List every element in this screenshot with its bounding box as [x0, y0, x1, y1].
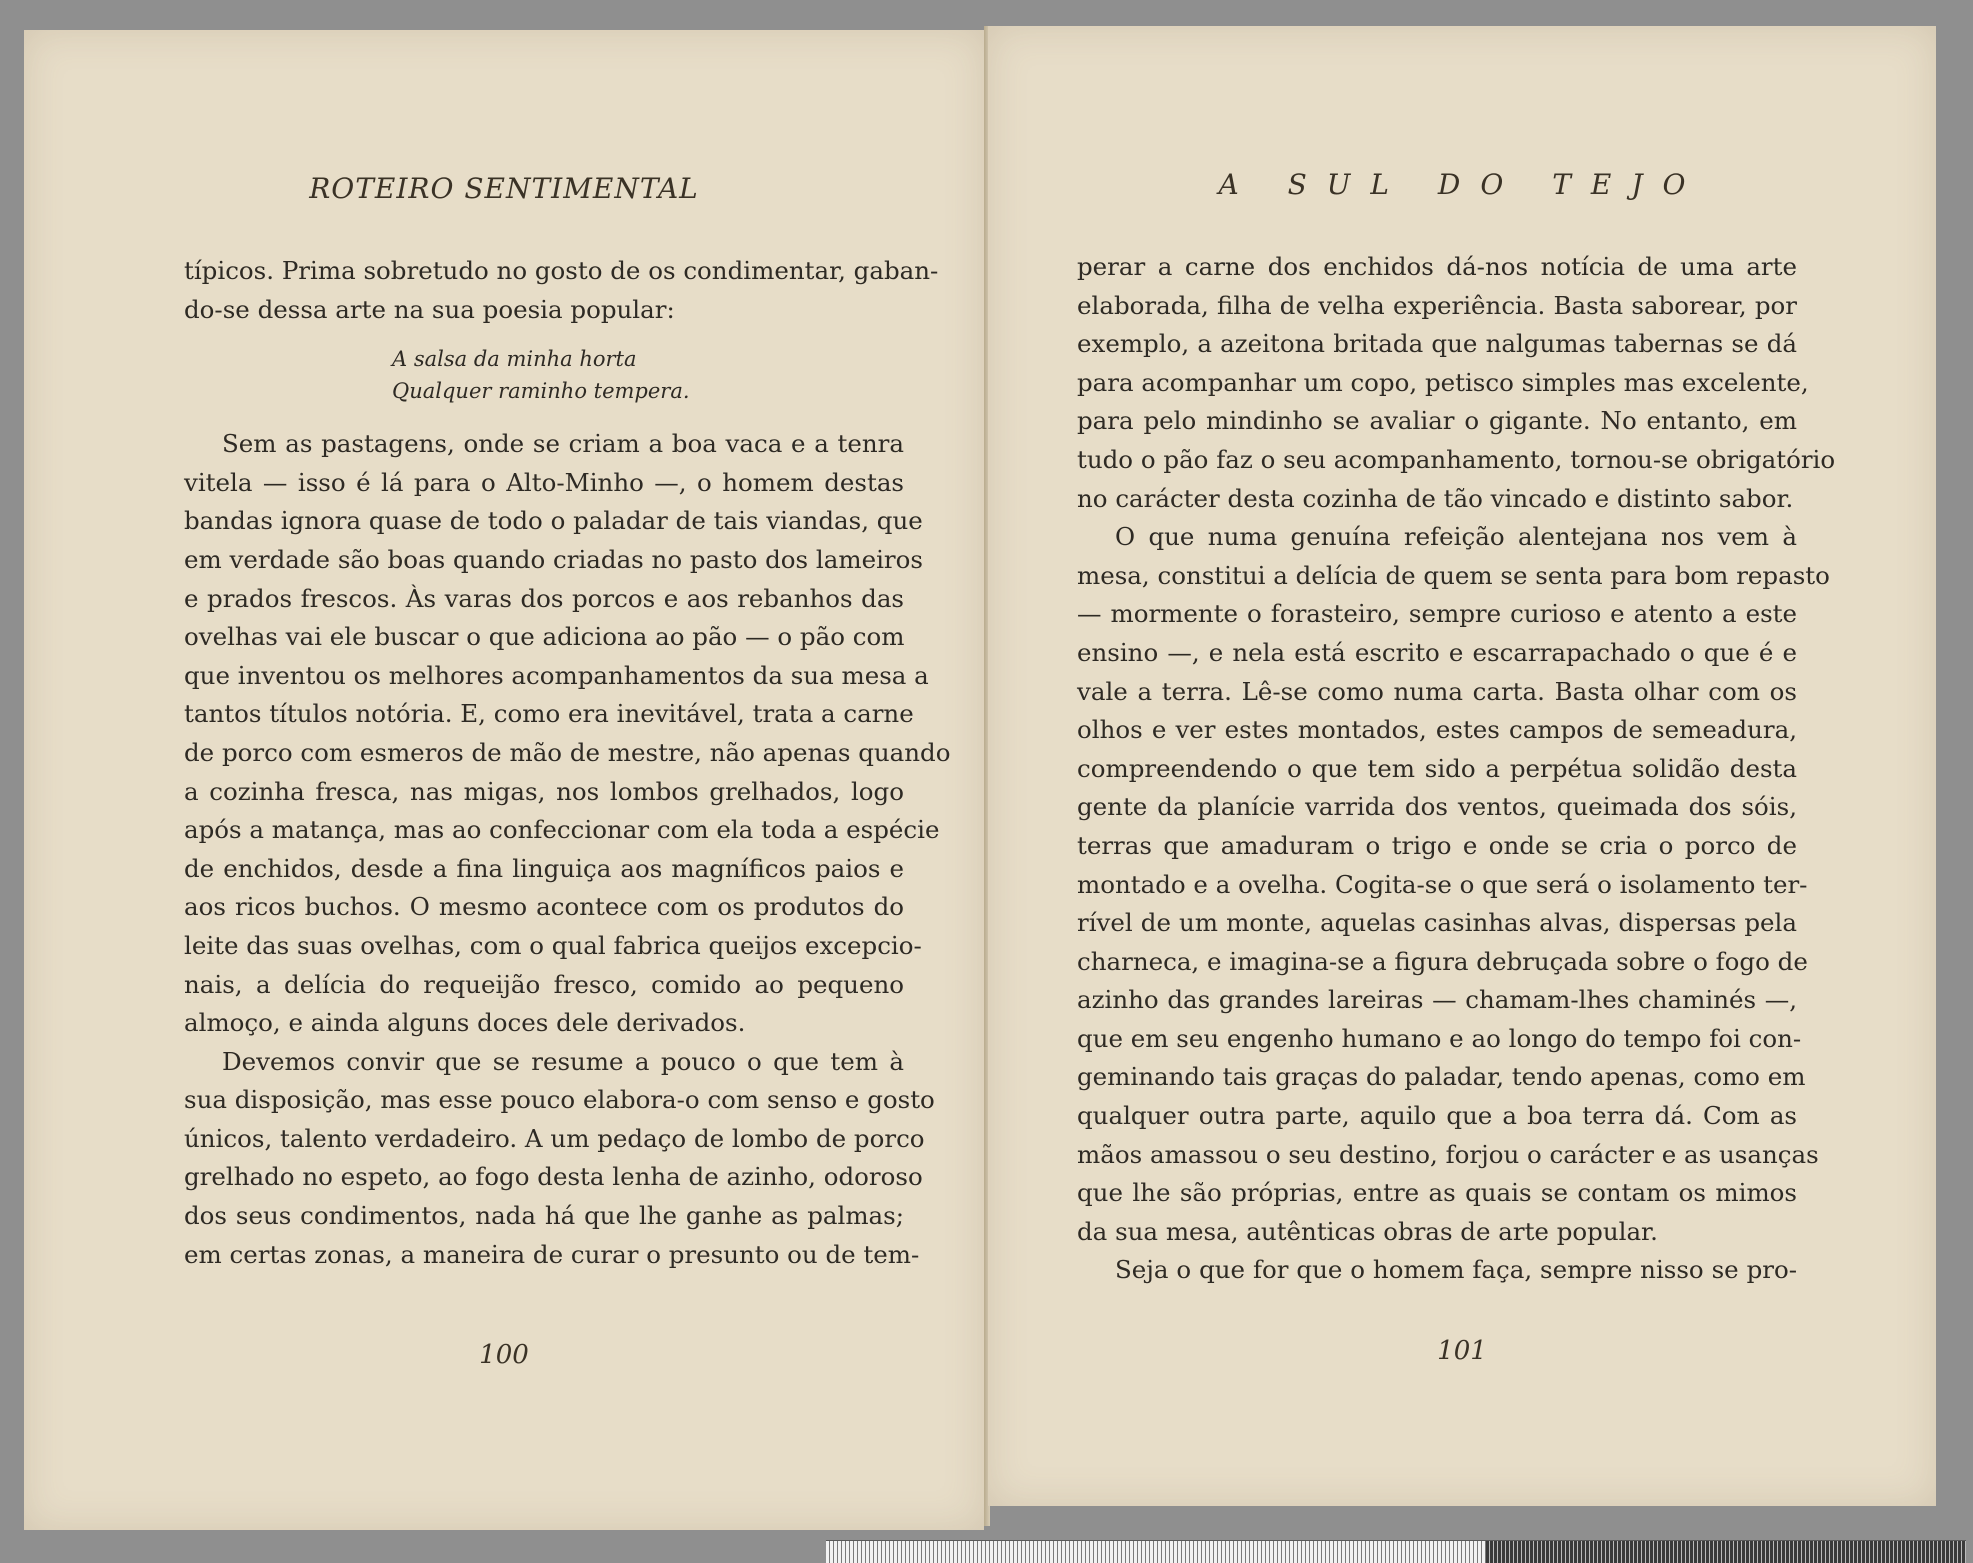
- right-paragraph-2: [1077, 518, 1830, 1251]
- text-line: azinho das grandes lareiras — chamam-lhes chaminés —,: [1077, 985, 1797, 1015]
- text-line: perar a carne dos enchidos dá-nos notícia de uma arte: [1077, 252, 1797, 281]
- running-head-right: A SUL DO TEJO: [1218, 168, 1706, 201]
- text-line: únicos, talento verdadeiro. A um pedaço de lombo de porco: [184, 1123, 925, 1153]
- right-paragraph-3: [1077, 1251, 1797, 1290]
- text-line: típicos. Prima sobretudo no gosto de os condimentar, gaban-: [184, 256, 939, 285]
- text-line: do-se dessa arte na sua poesia popular:: [184, 294, 675, 324]
- text-line: ensino —, e nela está escrito e escarrapachado o que é e: [1077, 637, 1797, 667]
- scale-ruler: [826, 1540, 1966, 1563]
- page-number-left: 100: [479, 1340, 529, 1370]
- text-line: leite das suas ovelhas, com o qual fabrica queijos excepcio-: [184, 930, 922, 960]
- text-line: charneca, e imagina-se a figura debruçada sobre o fogo de: [1077, 946, 1808, 976]
- text-line: sua disposição, mas esse pouco elabora-o com senso e gosto: [184, 1085, 935, 1115]
- text-line: mesa, constitui a delícia de quem se senta para bom repasto: [1077, 560, 1830, 590]
- right-paragraph-1: [1077, 248, 1836, 518]
- text-line: que em seu engenho humano e ao longo do tempo foi con-: [1077, 1023, 1802, 1053]
- text-line: em certas zonas, a maneira de curar o presunto ou de tem-: [184, 1239, 920, 1269]
- text-line: O que numa genuína refeição alentejana nos vem à: [1115, 522, 1797, 552]
- right-page: [988, 26, 1936, 1506]
- text-line: — mormente o forasteiro, sempre curioso e atento a este: [1077, 599, 1797, 629]
- text-line: almoço, e ainda alguns doces dele derivados.: [184, 1008, 746, 1038]
- text-line: grelhado no espeto, ao fogo desta lenha de azinho, odoroso: [184, 1162, 923, 1192]
- right-text-block: [1077, 248, 1836, 1290]
- text-line: Seja o que for que o homem faça, sempre nisso se pro-: [1115, 1255, 1797, 1285]
- text-line: montado e a ovelha. Cogita-se o que será o isolamento ter-: [1077, 869, 1808, 899]
- text-line: qualquer outra parte, aquilo que a boa terra dá. Com as: [1077, 1101, 1797, 1131]
- text-line: vale a terra. Lê-se como numa carta. Basta olhar com os: [1077, 676, 1797, 706]
- running-head-left: ROTEIRO SENTIMENTAL: [309, 172, 699, 205]
- text-line: Devemos convir que se resume a pouco o que tem à: [222, 1046, 904, 1076]
- scale-ruler-dark-segment: [1486, 1541, 1966, 1563]
- text-line: nais, a delícia do requeijão fresco, comido ao pequeno: [184, 969, 904, 999]
- text-line: Sem as pastagens, onde se criam a boa vaca e a tenra: [222, 429, 904, 459]
- text-line: compreendendo o que tem sido a perpétua solidão desta: [1077, 753, 1797, 783]
- text-line: mãos amassou o seu destino, forjou o carácter e as usanças: [1077, 1139, 1819, 1169]
- text-line: a cozinha fresca, nas migas, nos lombos grelhados, logo: [184, 776, 904, 806]
- left-text-block: [184, 252, 951, 1274]
- text-line: no carácter desta cozinha de tão vincado e distinto sabor.: [1077, 483, 1794, 513]
- left-intro-lines: [184, 252, 939, 329]
- text-line: para pelo mindinho se avaliar o gigante. No entanto, em: [1077, 406, 1797, 436]
- text-line: tantos títulos notória. E, como era inevitável, trata a carne: [184, 699, 914, 729]
- left-page: [24, 30, 984, 1530]
- text-line: gente da planície varrida dos ventos, queimada dos sóis,: [1077, 792, 1797, 822]
- text-line: olhos e ver estes montados, estes campos de semeadura,: [1077, 715, 1797, 745]
- text-line: ovelhas vai ele buscar o que adiciona ao pão — o pão com: [184, 622, 905, 652]
- text-line: exemplo, a azeitona britada que nalgumas tabernas se dá: [1077, 329, 1797, 359]
- verse-quote: [392, 343, 904, 407]
- text-line: de porco com esmeros de mão de mestre, não apenas quando: [184, 737, 951, 767]
- verse-line: A salsa da minha horta: [392, 347, 637, 372]
- text-line: rível de um monte, aquelas casinhas alvas, dispersas pela: [1077, 908, 1797, 938]
- text-line: aos ricos buchos. O mesmo acontece com os produtos do: [184, 892, 904, 922]
- text-line: terras que amaduram o trigo e onde se cria o porco de: [1077, 830, 1797, 860]
- text-line: após a matança, mas ao confeccionar com ela toda a espécie: [184, 815, 940, 845]
- text-line: e prados frescos. Às varas dos porcos e aos rebanhos das: [184, 583, 904, 613]
- text-line: que lhe são próprias, entre as quais se contam os mimos: [1077, 1178, 1797, 1208]
- verse-line: Qualquer raminho tempera.: [392, 379, 690, 404]
- text-line: geminando tais graças do paladar, tendo apenas, como em: [1077, 1062, 1806, 1092]
- text-line: elaborada, filha de velha experiência. Basta saborear, por: [1077, 290, 1797, 320]
- text-line: bandas ignora quase de todo o paladar de tais viandas, que: [184, 506, 923, 536]
- text-line: vitela — isso é lá para o Alto-Minho —, o homem destas: [184, 467, 904, 497]
- page-number-right: 101: [1437, 1336, 1487, 1366]
- text-line: dos seus condimentos, nada há que lhe ganhe as palmas;: [184, 1201, 904, 1231]
- text-line: da sua mesa, autênticas obras de arte popular.: [1077, 1216, 1658, 1246]
- left-paragraph-1: [184, 425, 951, 1043]
- text-line: tudo o pão faz o seu acompanhamento, tornou-se obrigatório: [1077, 444, 1836, 474]
- text-line: que inventou os melhores acompanhamentos da sua mesa a: [184, 660, 929, 690]
- text-line: em verdade são boas quando criadas no pasto dos lameiros: [184, 544, 923, 574]
- text-line: de enchidos, desde a fina linguiça aos magníficos paios e: [184, 853, 904, 883]
- text-line: para acompanhar um copo, petisco simples mas excelente,: [1077, 367, 1809, 397]
- left-paragraph-2: [184, 1043, 935, 1275]
